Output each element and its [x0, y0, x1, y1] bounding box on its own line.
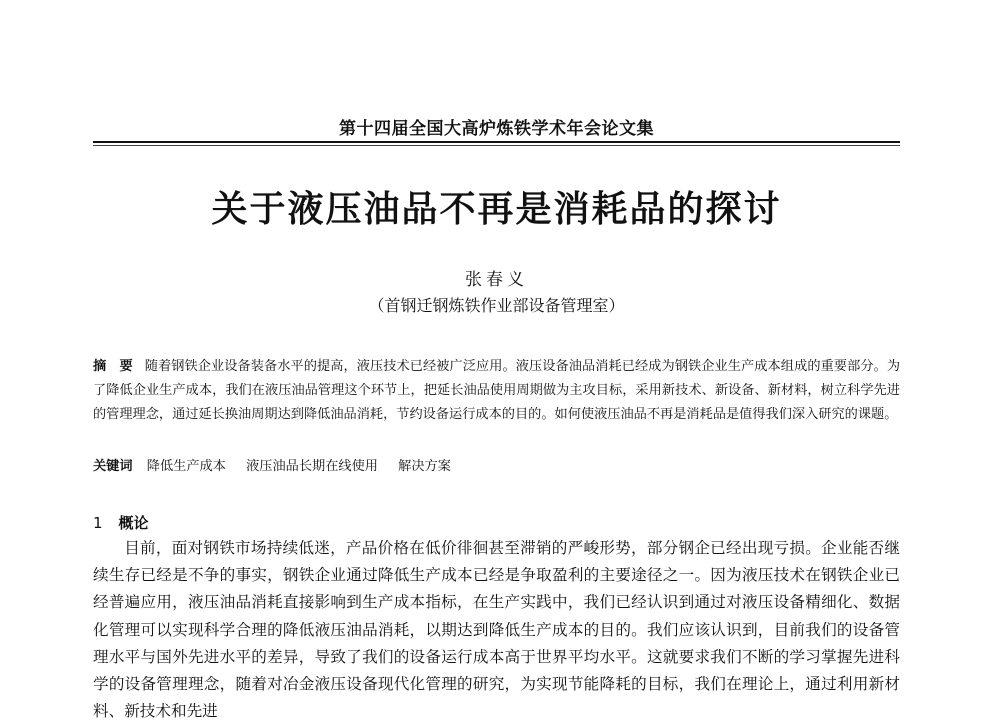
author-affiliation: （首钢迁钢炼铁作业部设备管理室）: [368, 296, 625, 315]
header-rule-thin: [93, 145, 900, 146]
keywords-label: 关键词: [93, 459, 133, 474]
section-heading: [93, 512, 149, 533]
section-number: 1: [93, 514, 103, 532]
keyword-item: 液压油品长期在线使用: [246, 459, 378, 474]
paper-title: 关于液压油品不再是消耗品的探讨: [211, 189, 782, 230]
abstract-label: 摘 要: [93, 359, 133, 374]
body-paragraph: 目前，面对钢铁市场持续低迷，产品价格在低价徘徊甚至滞销的严峻形势，部分钢企已经出现亏损。企业能否继续生存已经是不争的事实，钢铁企业通过降低生产成本已经是争取盈利的主要途径之一。因为液压技术在钢铁企业已经普遍应用，液压油品消耗直接影响到生产成本指标，在生产实践中，我们已经认识到通过对液压设备精细化、数据化管理可以实现科学合理的降低液压油品消耗，以期达到降低生产成本的目的。我们应该认识到，目前我们的设备管理水平与国外先进水平的差异，导致了我们的设备运行成本高于世界平均水平。这就要求我们不断的学习掌握先进科学的设备管理理念，随着对冶金液压设备现代化管理的研究，为实现节能降耗的目标，我们在理论上，通过利用新材料、新技术和先进: [93, 539, 900, 721]
section-title: 概论: [118, 514, 149, 532]
abstract: [93, 355, 900, 427]
author-name: 张春义: [465, 270, 528, 290]
keyword-item: 解决方案: [398, 459, 451, 474]
keyword-item: 降低生产成本: [146, 459, 226, 474]
header-rule: [93, 141, 900, 143]
section-body: [93, 535, 900, 725]
running-header: 第十四届全国大高炉炼铁学术年会论文集: [339, 119, 654, 139]
abstract-text: 随着钢铁企业设备装备水平的提高，液压技术已经被广泛应用。液压设备油品消耗已经成为钢铁企业生产成本组成的重要部分。为了降低企业生产成本，我们在液压油品管理这个环节上，把延长油品使用周期做为主攻目标，采用新技术、新设备、新材料，树立科学先进的管理理念，通过延长换油周期达到降低油品消耗，节约设备运行成本的目的。如何使液压油品不再是消耗品是值得我们深入研究的课题。: [93, 359, 901, 422]
keywords: [93, 455, 900, 474]
